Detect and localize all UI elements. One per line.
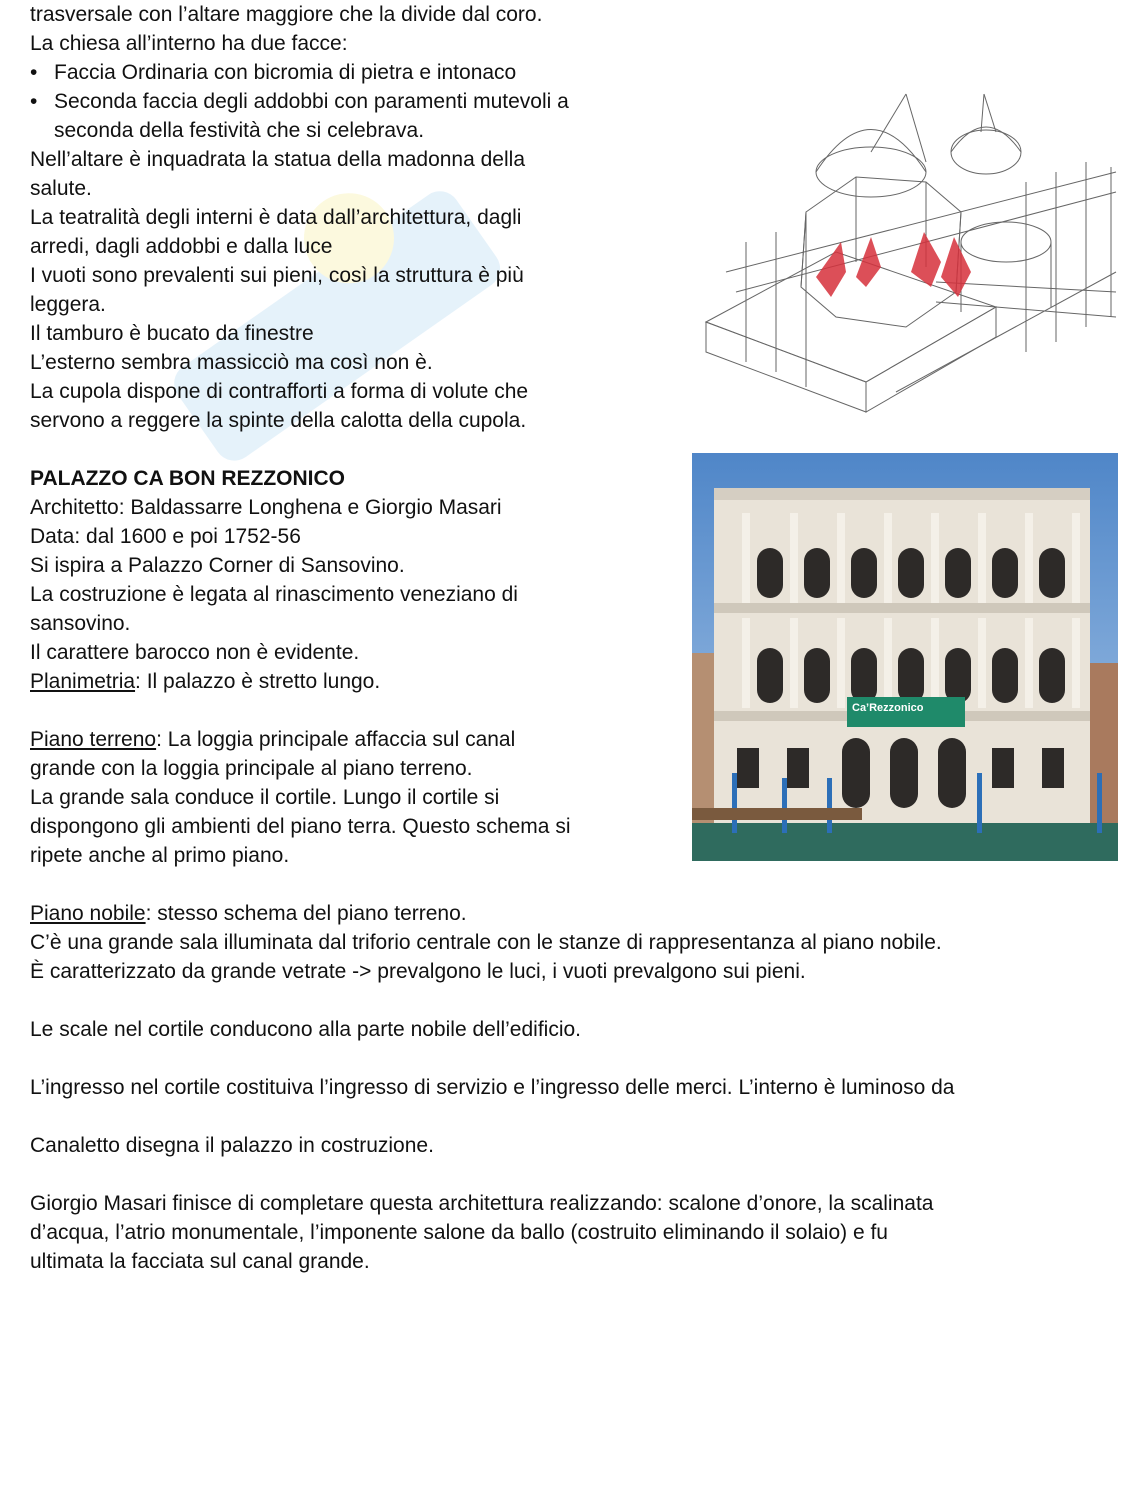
section-title: PALAZZO CA BON REZZONICO <box>30 467 345 490</box>
text-line: servono a reggere la spinte della calotta della cupola. <box>30 409 527 432</box>
text-line: La costruzione è legata al rinascimento veneziano di <box>30 583 518 606</box>
planimetria-text: : Il palazzo è stretto lungo. <box>135 670 381 693</box>
text-line: Canaletto disegna il palazzo in costruzione. <box>30 1134 434 1157</box>
text-line: Giorgio Masari finisce di completare questa architettura realizzando: scalone d’onore, la scalinata <box>30 1192 934 1215</box>
planimetria-line <box>30 667 380 696</box>
bullet-item: Faccia Ordinaria con bicromia di pietra e intonaco <box>54 61 517 84</box>
text-line: trasversale con l’altare maggiore che la divide dal coro. <box>30 3 543 26</box>
text-line: arredi, dagli addobbi e dalla luce <box>30 235 333 258</box>
text-line: sansovino. <box>30 612 131 635</box>
text-line: Le scale nel cortile conducono alla parte nobile dell’edificio. <box>30 1018 582 1041</box>
text-line: Data: dal 1600 e poi 1752-56 <box>30 525 301 548</box>
bullet-dot: • <box>30 90 38 113</box>
text-line: L’ingresso nel cortile costituiva l’ingresso di servizio e l’ingresso delle merci. L’interno è luminoso da <box>30 1076 955 1099</box>
text-line: Il tamburo è bucato da finestre <box>30 322 314 345</box>
piano-terreno-label: Piano terreno <box>30 728 157 751</box>
church-axonometric-drawing <box>696 92 1118 424</box>
text-line: salute. <box>30 177 92 200</box>
bullet-item-continuation: seconda della festività che si celebrava. <box>54 119 425 142</box>
text-line: La grande sala conduce il cortile. Lungo il cortile si <box>30 786 500 809</box>
text-line: ultimata la facciata sul canal grande. <box>30 1250 370 1273</box>
text-line: Architetto: Baldassarre Longhena e Giorgio Masari <box>30 496 502 519</box>
piano-nobile-text: : stesso schema del piano terreno. <box>145 902 467 925</box>
text-line: La teatralità degli interni è data dall’architettura, dagli <box>30 206 522 229</box>
bullet-dot: • <box>30 61 38 84</box>
text-line: È caratterizzato da grande vetrate -> prevalgono le luci, i vuoti prevalgono sui pieni. <box>30 960 806 983</box>
text-line: Nell’altare è inquadrata la statua della madonna della <box>30 148 525 171</box>
text-line: La cupola dispone di contrafforti a forma di volute che <box>30 380 529 403</box>
text-line: leggera. <box>30 293 106 316</box>
banner-title: Ca’Rezzonico <box>852 702 924 714</box>
text-line: C’è una grande sala illuminata dal triforio centrale con le stanze di rappresentanza al piano nobile. <box>30 931 942 954</box>
piano-nobile-label: Piano nobile <box>30 902 146 925</box>
text-line: d’acqua, l’atrio monumentale, l’imponente salone da ballo (costruito eliminando il solaio) e fu <box>30 1221 888 1244</box>
piano-terreno-text: : La loggia principale affaccia sul canal <box>156 728 516 751</box>
text-line: dispongono gli ambienti del piano terra. Questo schema si <box>30 815 571 838</box>
bullet-item: Seconda faccia degli addobbi con paramenti mutevoli a <box>54 90 569 113</box>
text-line: L’esterno sembra massicciò ma così non è. <box>30 351 433 374</box>
piano-terreno-line <box>30 725 515 754</box>
text-line: Il carattere barocco non è evidente. <box>30 641 360 664</box>
planimetria-label: Planimetria <box>30 670 136 693</box>
text-line: ripete anche al primo piano. <box>30 844 290 867</box>
piano-nobile-line <box>30 899 467 928</box>
text-line: grande con la loggia principale al piano terreno. <box>30 757 473 780</box>
text-line: I vuoti sono prevalenti sui pieni, così la struttura è più <box>30 264 524 287</box>
text-line: La chiesa all’interno ha due facce: <box>30 32 348 55</box>
ca-rezzonico-photo <box>692 453 1118 861</box>
text-line: Si ispira a Palazzo Corner di Sansovino. <box>30 554 405 577</box>
